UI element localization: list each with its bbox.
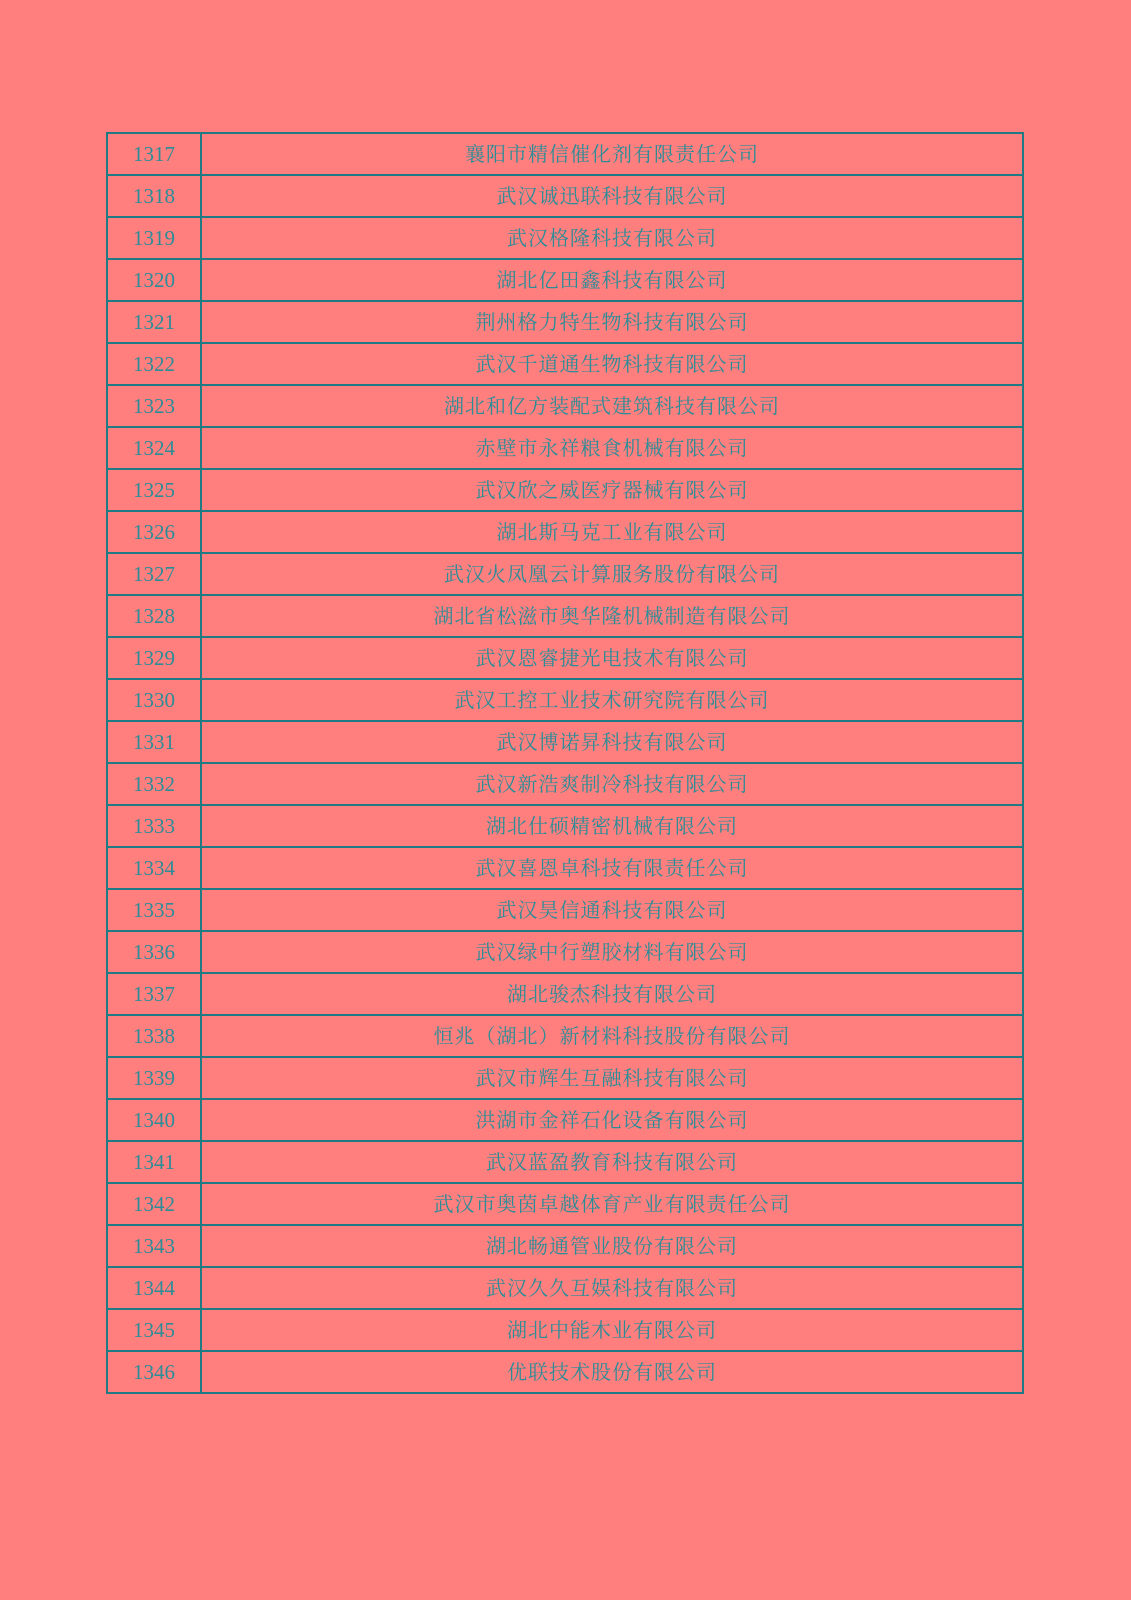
- table-row: [107, 259, 1023, 301]
- row-number-cell: 1325: [107, 469, 201, 511]
- company-name-cell: 武汉恩睿捷光电技术有限公司: [201, 637, 1023, 679]
- table-row: [107, 133, 1023, 175]
- table-row: [107, 301, 1023, 343]
- row-number-cell: 1320: [107, 259, 201, 301]
- company-name-cell: 武汉格隆科技有限公司: [201, 217, 1023, 259]
- company-name-cell: 赤壁市永祥粮食机械有限公司: [201, 427, 1023, 469]
- table-row: [107, 1099, 1023, 1141]
- row-number-cell: 1327: [107, 553, 201, 595]
- row-number-cell: 1322: [107, 343, 201, 385]
- company-name-cell: 湖北畅通管业股份有限公司: [201, 1225, 1023, 1267]
- row-number-cell: 1333: [107, 805, 201, 847]
- row-number-cell: 1317: [107, 133, 201, 175]
- company-list-table: [106, 132, 1024, 1394]
- row-number-cell: 1345: [107, 1309, 201, 1351]
- row-number-cell: 1334: [107, 847, 201, 889]
- company-name-cell: 湖北中能木业有限公司: [201, 1309, 1023, 1351]
- company-name-cell: 武汉博诺昇科技有限公司: [201, 721, 1023, 763]
- company-name-cell: 武汉市奥茵卓越体育产业有限责任公司: [201, 1183, 1023, 1225]
- company-name-cell: 武汉喜恩卓科技有限责任公司: [201, 847, 1023, 889]
- company-name-cell: 湖北骏杰科技有限公司: [201, 973, 1023, 1015]
- row-number-cell: 1332: [107, 763, 201, 805]
- table-row: [107, 385, 1023, 427]
- table-row: [107, 595, 1023, 637]
- row-number-cell: 1342: [107, 1183, 201, 1225]
- company-name-cell: 洪湖市金祥石化设备有限公司: [201, 1099, 1023, 1141]
- table-row: [107, 1225, 1023, 1267]
- table-row: [107, 637, 1023, 679]
- row-number-cell: 1336: [107, 931, 201, 973]
- company-name-cell: 湖北和亿方装配式建筑科技有限公司: [201, 385, 1023, 427]
- company-name-cell: 恒兆（湖北）新材料科技股份有限公司: [201, 1015, 1023, 1057]
- company-name-cell: 武汉千道通生物科技有限公司: [201, 343, 1023, 385]
- company-name-cell: 武汉市辉生互融科技有限公司: [201, 1057, 1023, 1099]
- row-number-cell: 1321: [107, 301, 201, 343]
- company-name-cell: 湖北省松滋市奥华隆机械制造有限公司: [201, 595, 1023, 637]
- row-number-cell: 1339: [107, 1057, 201, 1099]
- row-number-cell: 1326: [107, 511, 201, 553]
- table-row: [107, 1183, 1023, 1225]
- table-row: [107, 889, 1023, 931]
- table-row: [107, 217, 1023, 259]
- row-number-cell: 1340: [107, 1099, 201, 1141]
- row-number-cell: 1331: [107, 721, 201, 763]
- row-number-cell: 1341: [107, 1141, 201, 1183]
- table-row: [107, 931, 1023, 973]
- row-number-cell: 1324: [107, 427, 201, 469]
- table-row: [107, 679, 1023, 721]
- table-row: [107, 973, 1023, 1015]
- table-row: [107, 763, 1023, 805]
- table-row: [107, 553, 1023, 595]
- row-number-cell: 1344: [107, 1267, 201, 1309]
- company-name-cell: 湖北亿田鑫科技有限公司: [201, 259, 1023, 301]
- table-body: [107, 133, 1023, 1393]
- company-name-cell: 武汉久久互娱科技有限公司: [201, 1267, 1023, 1309]
- table-row: [107, 343, 1023, 385]
- table-row: [107, 1267, 1023, 1309]
- row-number-cell: 1343: [107, 1225, 201, 1267]
- company-name-cell: 武汉昊信通科技有限公司: [201, 889, 1023, 931]
- company-name-cell: 荆州格力特生物科技有限公司: [201, 301, 1023, 343]
- table-row: [107, 805, 1023, 847]
- row-number-cell: 1346: [107, 1351, 201, 1393]
- company-name-cell: 襄阳市精信催化剂有限责任公司: [201, 133, 1023, 175]
- row-number-cell: 1328: [107, 595, 201, 637]
- row-number-cell: 1330: [107, 679, 201, 721]
- row-number-cell: 1323: [107, 385, 201, 427]
- company-name-cell: 湖北仕硕精密机械有限公司: [201, 805, 1023, 847]
- table-row: [107, 469, 1023, 511]
- table-row: [107, 847, 1023, 889]
- table-row: [107, 1057, 1023, 1099]
- company-name-cell: 优联技术股份有限公司: [201, 1351, 1023, 1393]
- row-number-cell: 1319: [107, 217, 201, 259]
- table-row: [107, 427, 1023, 469]
- company-name-cell: 武汉火凤凰云计算服务股份有限公司: [201, 553, 1023, 595]
- row-number-cell: 1318: [107, 175, 201, 217]
- table-row: [107, 721, 1023, 763]
- table-row: [107, 175, 1023, 217]
- company-name-cell: 武汉绿中行塑胶材料有限公司: [201, 931, 1023, 973]
- row-number-cell: 1335: [107, 889, 201, 931]
- row-number-cell: 1338: [107, 1015, 201, 1057]
- company-name-cell: 武汉诚迅联科技有限公司: [201, 175, 1023, 217]
- company-name-cell: 武汉蓝盈教育科技有限公司: [201, 1141, 1023, 1183]
- row-number-cell: 1329: [107, 637, 201, 679]
- row-number-cell: 1337: [107, 973, 201, 1015]
- table-row: [107, 511, 1023, 553]
- table-row: [107, 1015, 1023, 1057]
- table-row: [107, 1141, 1023, 1183]
- company-name-cell: 武汉新浩爽制冷科技有限公司: [201, 763, 1023, 805]
- company-name-cell: 湖北斯马克工业有限公司: [201, 511, 1023, 553]
- company-name-cell: 武汉欣之威医疗器械有限公司: [201, 469, 1023, 511]
- company-name-cell: 武汉工控工业技术研究院有限公司: [201, 679, 1023, 721]
- table-row: [107, 1351, 1023, 1393]
- table-row: [107, 1309, 1023, 1351]
